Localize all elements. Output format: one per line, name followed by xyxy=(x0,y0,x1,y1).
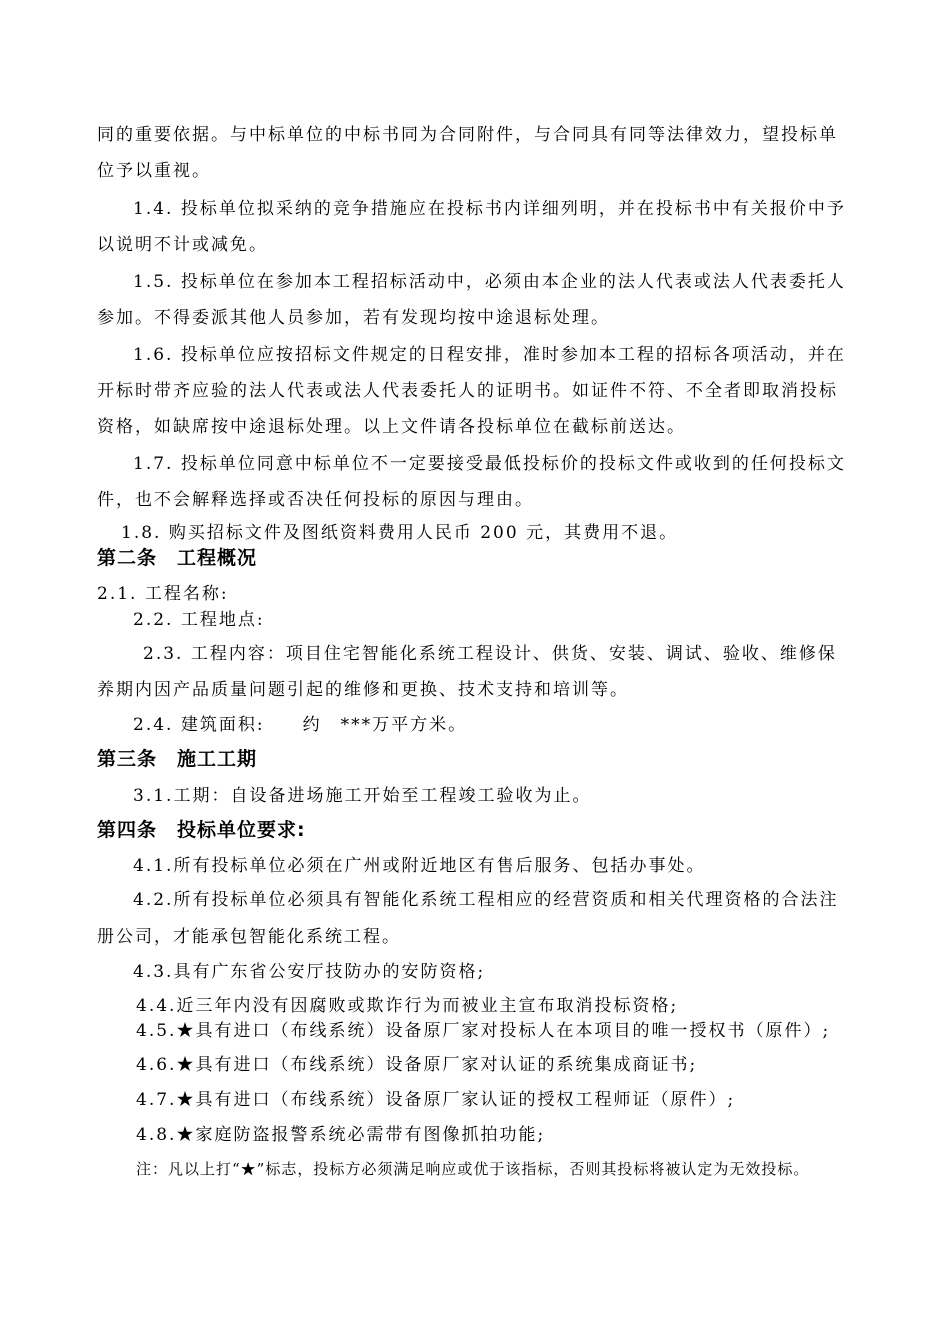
clause-4-1: 4.1.所有投标单位必须在广州或附近地区有售后服务、包括办事处。 xyxy=(133,856,706,876)
paragraph-line: 以说明不计或减免。 xyxy=(97,235,268,255)
clause-2-4: 2.4. 建筑面积: 约 ***万平方米。 xyxy=(133,715,468,735)
clause-4-4: 4.4.近三年内没有因腐败或欺诈行为而被业主宣布取消投标资格; xyxy=(136,996,679,1016)
clause-4-5: 4.5.★具有进口（布线系统）设备原厂家对投标人在本项目的唯一授权书（原件）; xyxy=(136,1021,831,1041)
clause-2-1: 2.1. 工程名称: xyxy=(97,584,229,604)
clause-4-6: 4.6.★具有进口（布线系统）设备原厂家对认证的系统集成商证书; xyxy=(136,1055,698,1075)
footnote: 注：凡以上打“★”标志，投标方必须满足响应或优于该指标，否则其投标将被认定为无效投标。 xyxy=(136,1160,810,1178)
clause-4-2: 4.2.所有投标单位必须具有智能化系统工程相应的经营资质和相关代理资格的合法注 xyxy=(133,890,839,910)
paragraph-line: 资格，如缺席按中途退标处理。以上文件请各投标单位在截标前送达。 xyxy=(97,417,686,437)
paragraph-line: 同的重要依据。与中标单位的中标书同为合同附件，与合同具有同等法律效力，望投标单 xyxy=(97,125,838,145)
paragraph-line: 件，也不会解释选择或否决任何投标的原因与理由。 xyxy=(97,490,534,510)
clause-3-1: 3.1.工期：自设备进场施工开始至工程竣工验收为止。 xyxy=(133,786,592,806)
paragraph-line: 参加。不得委派其他人员参加，若有发现均按中途退标处理。 xyxy=(97,308,610,328)
section-heading-3: 第三条 施工工期 xyxy=(97,748,258,770)
section-heading-4: 第四条 投标单位要求: xyxy=(97,819,306,841)
paragraph-line: 养期内因产品质量问题引起的维修和更换、技术支持和培训等。 xyxy=(97,680,629,700)
clause-1-8: 1.8. 购买招标文件及图纸资料费用人民币 200 元，其费用不退。 xyxy=(121,523,679,543)
paragraph-line: 开标时带齐应验的法人代表或法人代表委托人的证明书。如证件不符、不全者即取消投标 xyxy=(97,381,838,401)
clause-4-8: 4.8.★家庭防盗报警系统必需带有图像抓拍功能; xyxy=(136,1125,546,1145)
section-heading-2: 第二条 工程概况 xyxy=(97,547,258,569)
clause-2-3: 2.3. 工程内容：项目住宅智能化系统工程设计、供货、安装、调试、验收、维修保 xyxy=(143,644,837,664)
paragraph-line: 位予以重视。 xyxy=(97,161,211,181)
clause-4-7: 4.7.★具有进口（布线系统）设备原厂家认证的授权工程师证（原件）; xyxy=(136,1090,736,1110)
clause-1-4: 1.4. 投标单位拟采纳的竞争措施应在投标书内详细列明，并在投标书中有关报价中予 xyxy=(133,199,846,219)
paragraph-line: 册公司，才能承包智能化系统工程。 xyxy=(97,927,401,947)
clause-1-6: 1.6. 投标单位应按招标文件规定的日程安排，准时参加本工程的招标各项活动，并在 xyxy=(133,345,846,365)
clause-1-7: 1.7. 投标单位同意中标单位不一定要接受最低投标价的投标文件或收到的任何投标文 xyxy=(133,454,846,474)
clause-1-5: 1.5. 投标单位在参加本工程招标活动中，必须由本企业的法人代表或法人代表委托人 xyxy=(133,272,846,292)
clause-2-2: 2.2. 工程地点: xyxy=(133,610,265,630)
clause-4-3: 4.3.具有广东省公安厅技防办的安防资格; xyxy=(133,962,486,982)
